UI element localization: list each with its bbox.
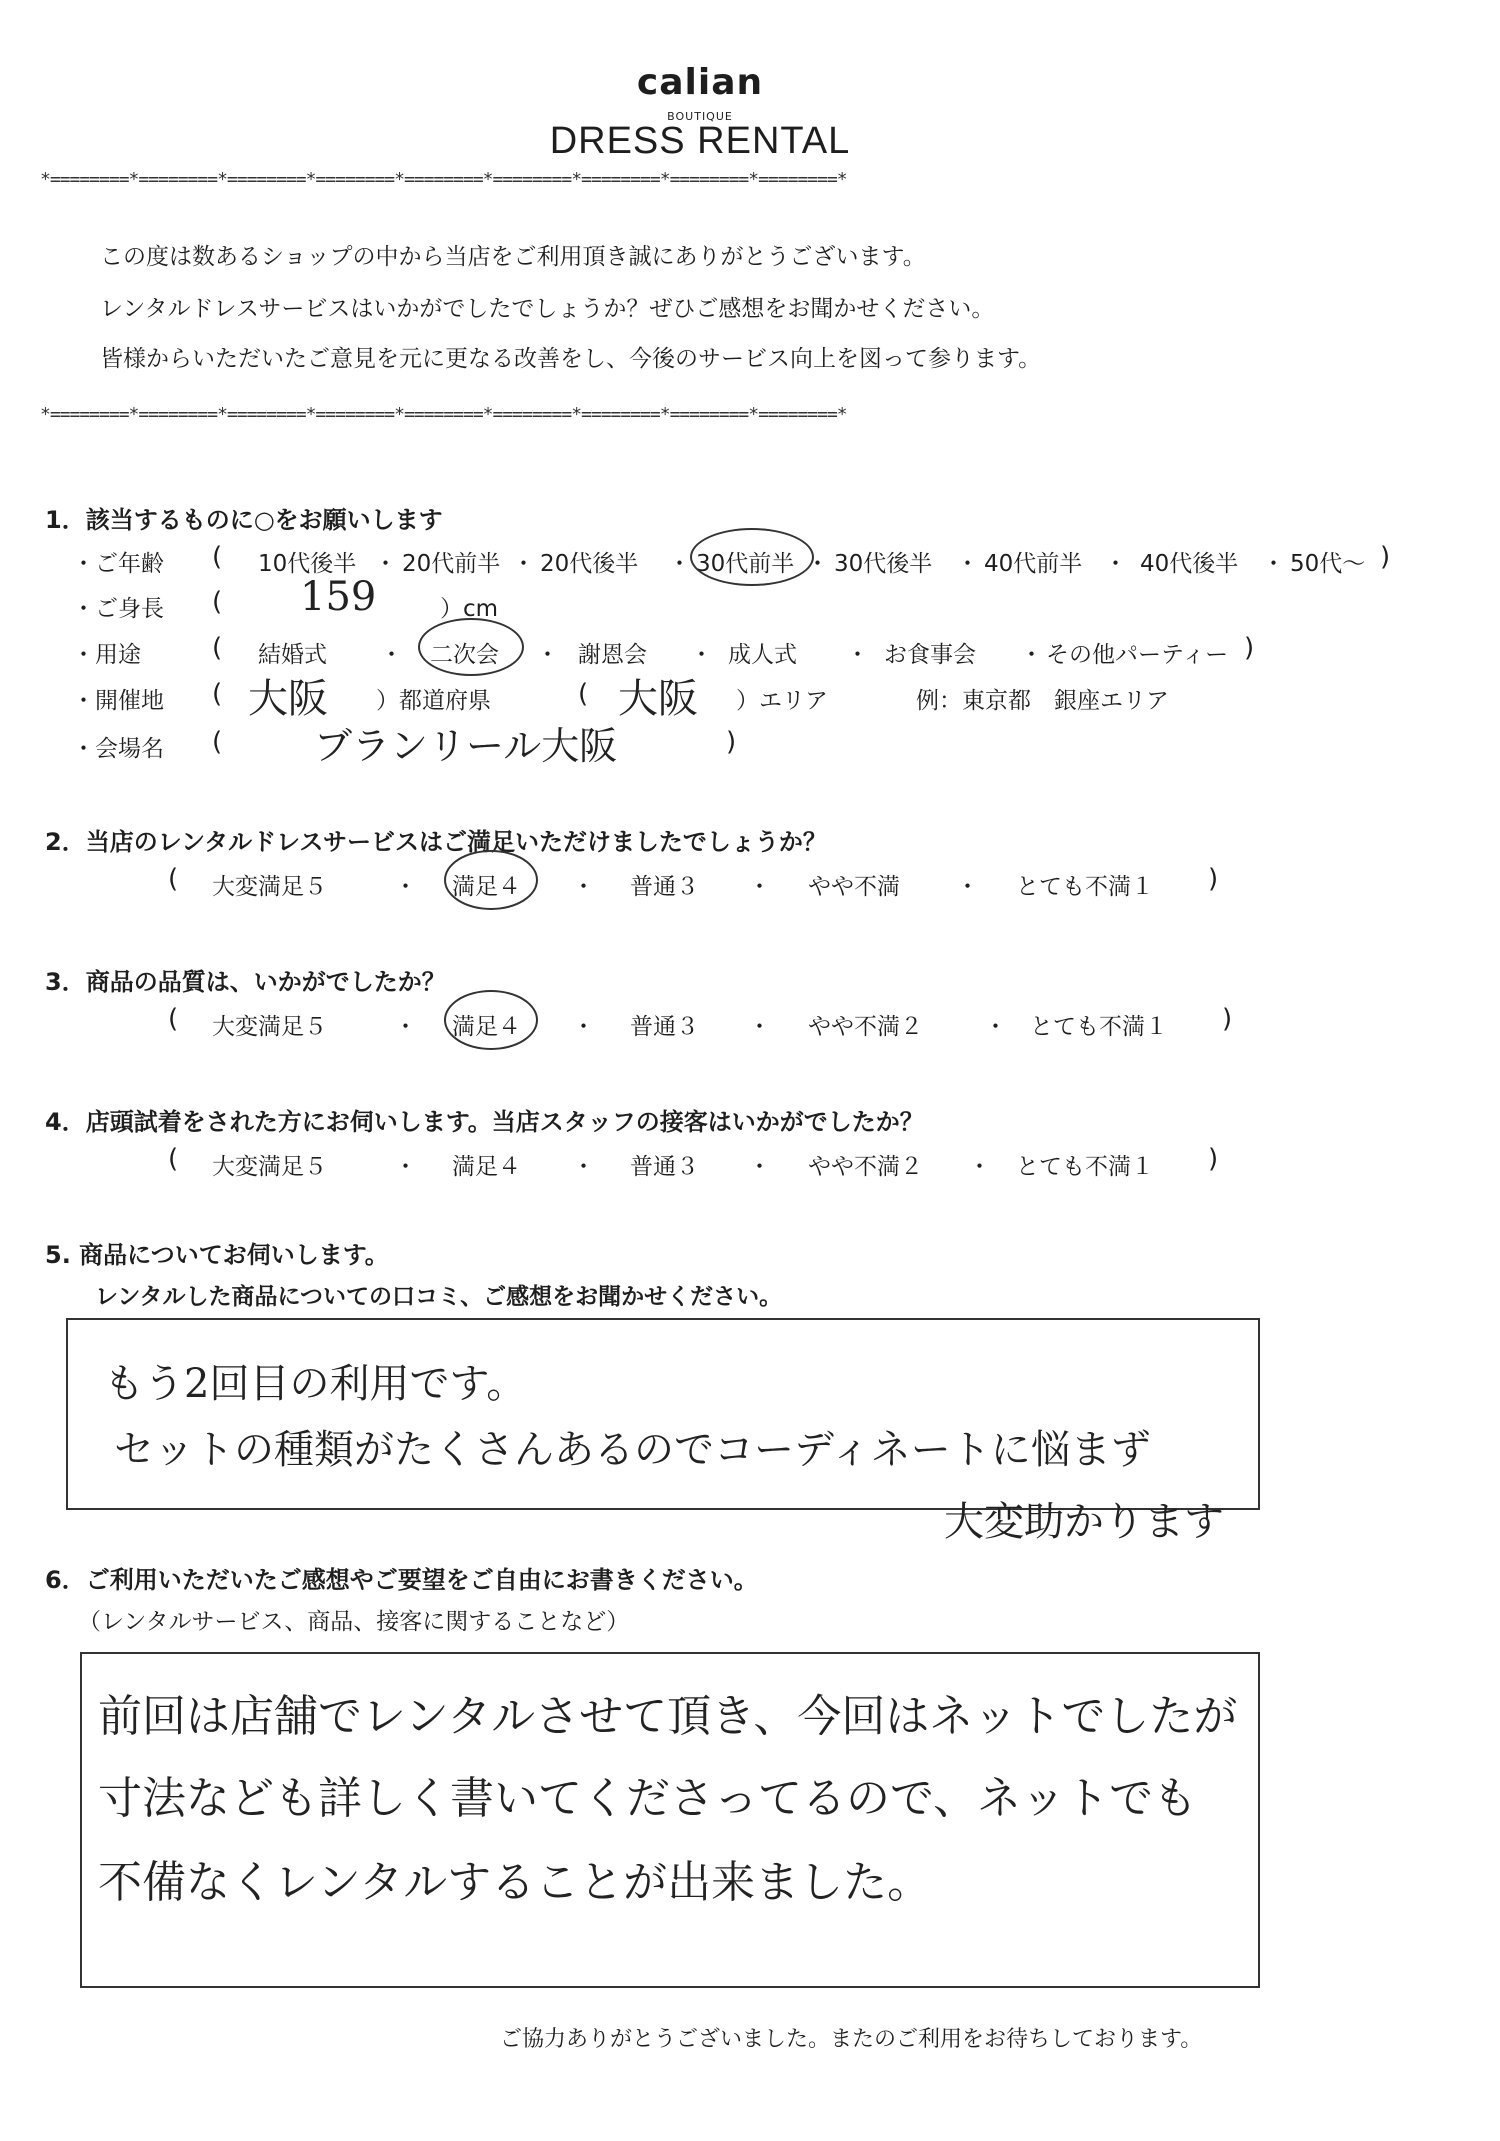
- separator-dot: ・: [572, 1014, 595, 1040]
- separator-dot: ・: [806, 551, 829, 577]
- selection-circle-age: [690, 528, 814, 586]
- age-option: 30代後半: [834, 551, 933, 577]
- q1-title: 1．該当するものに○をお願いします: [45, 506, 443, 534]
- separator-dot: ・: [394, 1154, 417, 1180]
- q4-option: とても不満１: [1016, 1154, 1154, 1180]
- separator-dot: ・: [668, 551, 691, 577]
- separator-dot: ・: [394, 874, 417, 900]
- footer-thanks: ご協力ありがとうございました。またのご利用をお待ちしております。: [500, 2027, 1203, 2052]
- separator-dot: ・: [536, 642, 559, 668]
- age-label: ・ご年齢: [72, 551, 164, 577]
- use-option: お食事会: [884, 642, 976, 668]
- use-option: 謝恩会: [578, 642, 647, 668]
- place-example: 例：東京都 銀座エリア: [916, 688, 1169, 714]
- q2-option: とても不満１: [1016, 874, 1154, 900]
- q2-option: 普通３: [630, 874, 699, 900]
- q5-title: 5. 商品についてお伺いします。: [45, 1241, 389, 1269]
- age-paren-close: ): [1380, 542, 1391, 572]
- q3-option-selected: 満足４: [452, 1014, 521, 1040]
- height-unit: ）cm: [440, 596, 499, 622]
- separator-dot: ・: [690, 642, 713, 668]
- separator-dot: ・: [846, 642, 869, 668]
- separator-dot: ・: [984, 1014, 1007, 1040]
- venue-label: ・会場名: [72, 736, 164, 762]
- separator-dot: ・: [748, 1154, 771, 1180]
- place-label: ・開催地: [72, 688, 164, 714]
- q3-option: とても不満１: [1030, 1014, 1168, 1040]
- place-paren-open: (: [212, 679, 223, 709]
- age-option: 20代前半: [402, 551, 501, 577]
- q3-option: 大変満足５: [212, 1014, 327, 1040]
- q4-title: 4．店頭試着をされた方にお伺いします。当店スタッフの接客はいかがでしたか？: [45, 1108, 924, 1136]
- venue-paren-close: ): [726, 727, 737, 757]
- q3-option: 普通３: [630, 1014, 699, 1040]
- selection-circle-q2: [444, 850, 538, 910]
- age-option: 10代後半: [258, 551, 357, 577]
- separator-dot: ・: [1104, 551, 1127, 577]
- q2-option: やや不満: [808, 874, 900, 900]
- q2-option-selected: 満足４: [452, 874, 521, 900]
- height-paren-open: (: [212, 587, 223, 617]
- q5-answer-box: [66, 1318, 1260, 1510]
- venue-handwritten: ブランリール大阪: [314, 724, 618, 768]
- use-paren-open: (: [212, 633, 223, 663]
- use-option-selected: 二次会: [430, 642, 499, 668]
- height-label: ・ご身長: [72, 596, 164, 622]
- selection-circle-use: [418, 618, 524, 676]
- separator-dot: ・: [394, 1014, 417, 1040]
- age-option: 20代後半: [540, 551, 639, 577]
- q3-option: やや不満２: [808, 1014, 923, 1040]
- q6-answer-line-3: 不備なくレンタルすることが出来ました。: [98, 1857, 932, 1908]
- q4-option: やや不満２: [808, 1154, 923, 1180]
- use-option: 結婚式: [258, 642, 327, 668]
- separator-dot: ・: [956, 551, 979, 577]
- separator-dot: ・: [374, 551, 397, 577]
- separator-dot: ・: [968, 1154, 991, 1180]
- q2-paren-open: (: [168, 864, 179, 894]
- selection-circle-q3: [444, 990, 538, 1050]
- q3-title: 3．商品の品質は、いかがでしたか？: [45, 968, 446, 996]
- separator-dot: ・: [572, 1154, 595, 1180]
- prefecture-unit: ）都道府県: [376, 688, 491, 714]
- venue-paren-open: (: [212, 727, 223, 757]
- separator-dot: ・: [572, 874, 595, 900]
- divider-bottom: *========*========*========*========*========*========*========*========*========*: [40, 407, 847, 423]
- q2-option: 大変満足５: [212, 874, 327, 900]
- use-option: 成人式: [728, 642, 797, 668]
- q5-answer-line-3: 大変助かります: [944, 1499, 1224, 1545]
- q6-answer-line-1: 前回は店舗でレンタルさせて頂き、今回はネットでしたが: [98, 1691, 1238, 1742]
- area-paren-open: (: [578, 679, 589, 709]
- height-handwritten: 159: [300, 574, 377, 620]
- brand-subtitle: BOUTIQUE: [667, 110, 733, 123]
- prefecture-handwritten: 大阪: [248, 676, 328, 722]
- use-label: ・用途: [72, 642, 141, 668]
- q4-option: 普通３: [630, 1154, 699, 1180]
- q2-paren-close: ): [1208, 864, 1219, 894]
- age-option: 40代前半: [984, 551, 1083, 577]
- age-option: 50代～: [1290, 551, 1366, 577]
- q4-option: 満足４: [452, 1154, 521, 1180]
- brand-logo: calian: [636, 62, 764, 103]
- q4-paren-open: (: [168, 1144, 179, 1174]
- q3-paren-open: (: [168, 1004, 179, 1034]
- q6-subtitle: （レンタルサービス、商品、接客に関することなど）: [78, 1609, 630, 1635]
- use-paren-close: ): [1244, 633, 1255, 663]
- area-handwritten: 大阪: [618, 676, 698, 722]
- separator-dot: ・: [380, 642, 403, 668]
- age-option-selected: 30代前半: [696, 551, 795, 577]
- separator-dot: ・: [1262, 551, 1285, 577]
- intro-line-2: レンタルドレスサービスはいかがでしたでしょうか？ぜひご感想をお聞かせください。: [100, 296, 995, 322]
- q4-paren-close: ): [1208, 1144, 1219, 1174]
- q4-option: 大変満足５: [212, 1154, 327, 1180]
- q5-answer-line-2: セットの種類がたくさんあるのでコーディネートに悩まず: [114, 1427, 1151, 1473]
- intro-line-1: この度は数あるショップの中から当店をご利用頂き誠にありがとうございます。: [100, 244, 926, 270]
- intro-line-3: 皆様からいただいたご意見を元に更なる改善をし、今後のサービス向上を図って参ります。: [100, 346, 1042, 372]
- separator-dot: ・: [1020, 642, 1043, 668]
- area-unit: ）エリア: [736, 688, 828, 714]
- separator-dot: ・: [748, 874, 771, 900]
- age-paren-open: (: [212, 542, 223, 572]
- q6-answer-line-2: 寸法なども詳しく書いてくださってるので、ネットでも: [98, 1773, 1198, 1824]
- separator-dot: ・: [956, 874, 979, 900]
- q5-subtitle: レンタルした商品についての口コミ、ご感想をお聞かせください。: [95, 1284, 783, 1310]
- age-option: 40代後半: [1140, 551, 1239, 577]
- q2-title: 2．当店のレンタルドレスサービスはご満足いただけましたでしょうか？: [45, 828, 827, 856]
- divider-top: *========*========*========*========*========*========*========*========*========*: [40, 172, 847, 188]
- q6-title: 6．ご利用いただいたご感想やご要望をご自由にお書きください。: [45, 1566, 758, 1594]
- q3-paren-close: ): [1222, 1004, 1233, 1034]
- page-title: DRESS RENTAL: [549, 120, 851, 162]
- use-option: その他パーティー: [1046, 642, 1229, 668]
- separator-dot: ・: [512, 551, 535, 577]
- q5-answer-line-1: もう2回目の利用です。: [104, 1361, 527, 1407]
- separator-dot: ・: [748, 1014, 771, 1040]
